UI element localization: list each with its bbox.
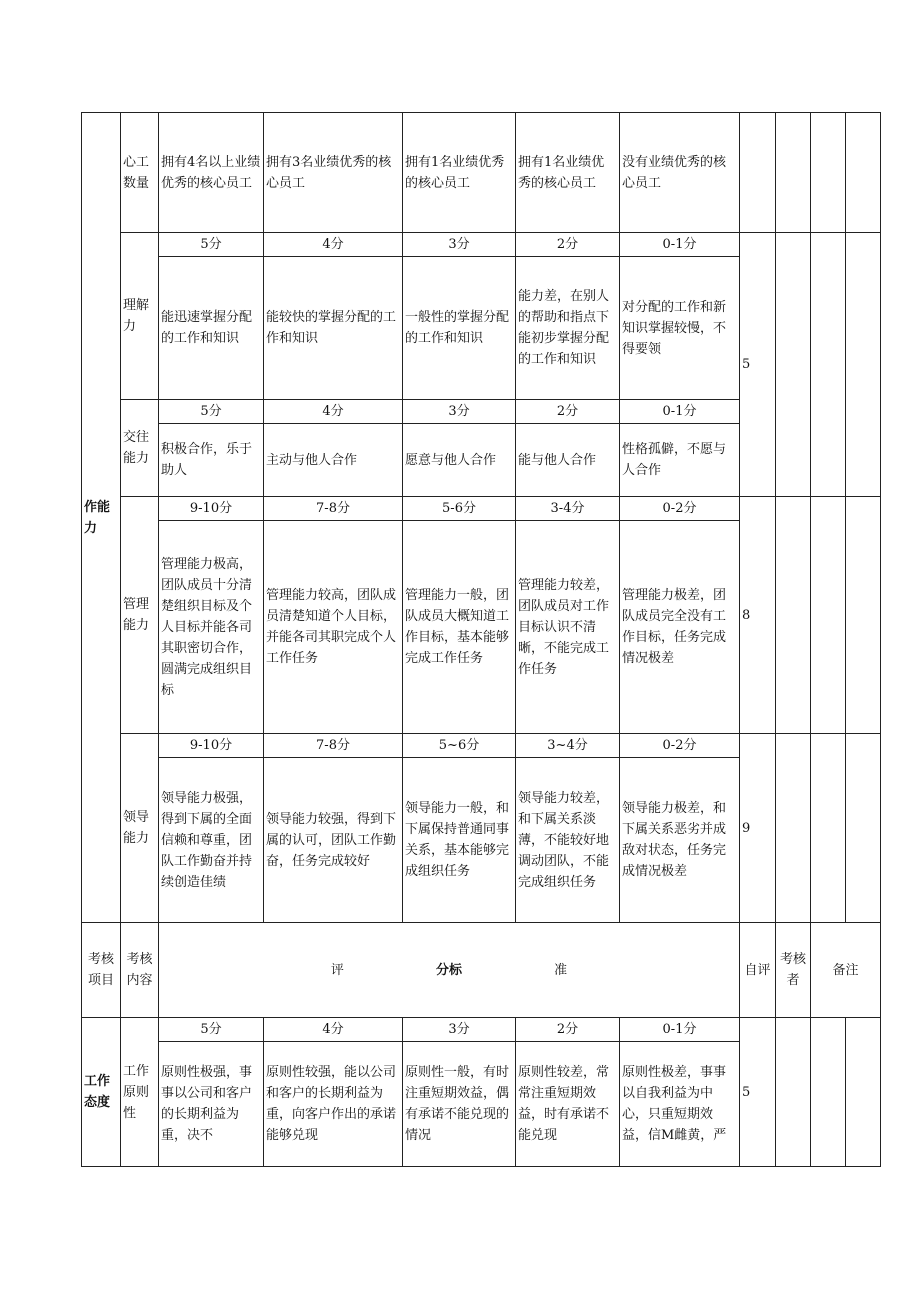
score-label: 3分 [403,233,516,257]
criteria-word: 分标 [435,962,462,978]
criteria-desc: 领导能力较差，和下属关系淡薄，不能较好地调动团队，不能完成组织任务 [516,758,620,923]
item-name: 管理能力 [121,497,159,734]
score-label: 2分 [516,233,620,257]
assessor-cell [811,113,846,233]
assessor-cell [811,497,846,734]
score-label: 3~4分 [516,734,620,758]
table-header-row [82,923,881,1018]
header-project: 考核项目 [82,923,121,1018]
header-self-eval: 自评 [740,923,776,1018]
score-label: 9-10分 [159,734,264,758]
category-cell: 工作态度 [82,1018,121,1167]
criteria-desc: 原则性极差，事事以自我利益为中心，只重短期效益，信M雌黄，严 [620,1042,740,1167]
weight-cell: 5 [740,233,776,497]
score-label: 2分 [516,1018,620,1042]
criteria-desc: 一般性的掌握分配的工作和知识 [403,257,516,400]
criteria-desc: 拥有4名以上业绩优秀的核心员工 [159,113,264,233]
weight-cell: 8 [740,497,776,734]
score-label: 3分 [403,1018,516,1042]
weight-cell: 5 [740,1018,776,1167]
score-label: 5~6分 [403,734,516,758]
score-label: 7-8分 [264,497,403,521]
score-label: 3-4分 [516,497,620,521]
score-label: 5-6分 [403,497,516,521]
criteria-desc: 拥有1名业绩优秀的核心员工 [403,113,516,233]
assessor-cell [811,1018,846,1167]
criteria-word: 准 [554,962,568,978]
criteria-desc: 能与他人合作 [516,424,620,497]
criteria-desc: 原则性一般，有时注重短期效益，偶有承诺不能兑现的情况 [403,1042,516,1167]
criteria-desc: 领导能力极强，得到下属的全面信赖和尊重，团队工作勤奋并持续创造佳绩 [159,758,264,923]
score-label: 7-8分 [264,734,403,758]
criteria-desc: 积极合作，乐于助人 [159,424,264,497]
table-row [82,734,881,758]
assessor-cell [811,233,846,497]
self-eval-cell [776,233,811,497]
header-remarks: 备注 [811,923,881,1018]
table-row [82,233,881,257]
criteria-desc: 原则性极强，事事以公司和客户的长期利益为重，决不 [159,1042,264,1167]
criteria-desc: 愿意与他人合作 [403,424,516,497]
criteria-desc: 性格孤僻，不愿与人合作 [620,424,740,497]
header-content: 考核内容 [121,923,159,1018]
score-label: 0-1分 [620,400,740,424]
criteria-desc: 管理能力一般，团队成员大概知道工作目标，基本能够完成工作任务 [403,521,516,734]
criteria-desc: 领导能力较强，得到下属的认可，团队工作勤奋，任务完成较好 [264,758,403,923]
score-label: 0-2分 [620,497,740,521]
criteria-desc: 拥有3名业绩优秀的核心员工 [264,113,403,233]
criteria-desc: 管理能力极差，团队成员完全没有工作目标，任务完成情况极差 [620,521,740,734]
criteria-desc: 管理能力较高，团队成员清楚知道个人目标，并能各司其职完成个人工作任务 [264,521,403,734]
self-eval-cell [776,113,811,233]
remarks-cell [846,113,881,233]
evaluation-table [81,112,881,1167]
weight-cell: 9 [740,734,776,923]
score-label: 3分 [403,400,516,424]
remarks-cell [846,1018,881,1167]
self-eval-cell [776,734,811,923]
item-name: 心工数量 [121,113,159,233]
self-eval-cell [776,497,811,734]
criteria-desc: 管理能力较差，团队成员对工作目标认识不清晰，不能完成工作任务 [516,521,620,734]
score-label: 2分 [516,400,620,424]
header-criteria [159,923,740,1018]
item-name: 领导能力 [121,734,159,923]
table-row [82,1018,881,1042]
criteria-desc: 原则性较差，常常注重短期效益，时有承诺不能兑现 [516,1042,620,1167]
criteria-desc: 能较快的掌握分配的工作和知识 [264,257,403,400]
criteria-desc: 对分配的工作和新知识掌握较慢，不得要领 [620,257,740,400]
score-label: 4分 [264,1018,403,1042]
table-row [82,497,881,521]
item-name: 理解力 [121,233,159,400]
score-label: 5分 [159,233,264,257]
score-label: 4分 [264,400,403,424]
criteria-desc: 领导能力极差，和下属关系恶劣并成敌对状态，任务完成情况极差 [620,758,740,923]
criteria-word: 评 [330,962,344,978]
criteria-desc: 没有业绩优秀的核心员工 [620,113,740,233]
score-label: 0-2分 [620,734,740,758]
score-label: 9-10分 [159,497,264,521]
remarks-cell [846,497,881,734]
criteria-desc: 能迅速掌握分配的工作和知识 [159,257,264,400]
header-assessor: 考核者 [776,923,811,1018]
item-name: 工作原则性 [121,1018,159,1167]
item-name: 交往能力 [121,400,159,497]
score-label: 4分 [264,233,403,257]
score-label: 5分 [159,1018,264,1042]
score-label: 0-1分 [620,1018,740,1042]
weight-cell [740,113,776,233]
score-label: 5分 [159,400,264,424]
criteria-desc: 领导能力一般，和下属保持普通同事关系，基本能够完成组织任务 [403,758,516,923]
remarks-cell [846,233,881,497]
category-cell: 作能力 [82,113,121,923]
criteria-desc: 能力差，在别人的帮助和指点下能初步掌握分配的工作和知识 [516,257,620,400]
assessor-cell [811,734,846,923]
score-label: 0-1分 [620,233,740,257]
criteria-desc: 管理能力极高，团队成员十分清楚组织目标及个人目标并能各司其职密切合作，圆满完成组织目标 [159,521,264,734]
remarks-cell [846,734,881,923]
self-eval-cell [776,1018,811,1167]
criteria-desc: 主动与他人合作 [264,424,403,497]
criteria-desc: 原则性较强，能以公司和客户的长期利益为重，向客户作出的承诺能够兑现 [264,1042,403,1167]
criteria-desc: 拥有1名业绩优秀的核心员工 [516,113,620,233]
table-row [82,113,881,233]
